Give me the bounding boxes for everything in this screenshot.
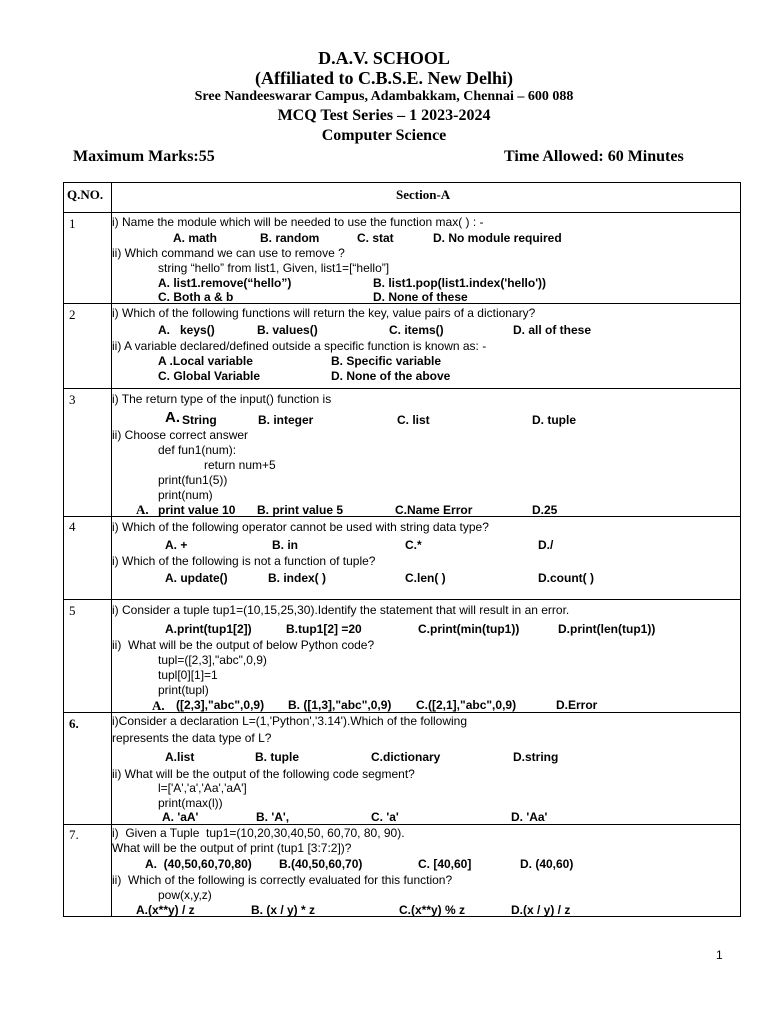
option-d: D. None of these — [373, 290, 468, 304]
option-b: B. index( ) — [268, 571, 327, 585]
question-number: 6. — [69, 716, 79, 731]
option-b: B. random — [260, 231, 320, 245]
option-d: D. 'Aa' — [511, 810, 548, 824]
column-header-section: Section-A — [396, 187, 451, 202]
question-text: i) Which of the following is not a function of tuple? — [112, 554, 376, 568]
question-text: ii) What will be the output of the following code segment? — [112, 767, 415, 781]
question-text: ii) Which of the following is correctly evaluated for this function? — [112, 873, 453, 887]
option-b: B. list1.pop(list1.index('hello')) — [373, 276, 547, 290]
option-c: C.dictionary — [371, 750, 441, 764]
maximum-marks: Maximum Marks:55 — [73, 148, 215, 165]
option-d: D.Error — [556, 698, 598, 712]
option-a: ([2,3],"abc",0,9) — [176, 698, 265, 712]
question-text: i) Which of the following functions will return the key, value pairs of a dictionary? — [112, 306, 536, 320]
question-text: ii) Which command we can use to remove ? — [112, 246, 345, 260]
affiliation: (Affiliated to C.B.S.E. New Delhi) — [255, 68, 513, 88]
option-a-letter: A. — [152, 698, 165, 713]
question-text: i) Name the module which will be needed to use the function max( ) : - — [112, 215, 484, 229]
question-text: i) Given a Tuple tup1=(10,20,30,40,50, 60,70, 80, 90). — [112, 826, 405, 840]
option-d: D.(x / y) / z — [511, 903, 571, 917]
option-b: B. values() — [257, 323, 318, 337]
question-text: ii) A variable declared/defined outside a specific function is known as: - — [112, 339, 487, 353]
option-b: B. in — [272, 538, 298, 552]
code-line: tupl=([2,3],"abc",0,9) — [158, 653, 267, 667]
option-a: A. (40,50,60,70,80) — [145, 857, 252, 871]
code-line: tupl[0][1]=1 — [158, 668, 218, 682]
option-d: D.25 — [532, 503, 558, 517]
table-border — [63, 182, 740, 183]
row-divider — [63, 388, 740, 389]
option-a: A.(x**y) / z — [136, 903, 195, 917]
option-d: D./ — [538, 538, 554, 552]
code-line: print(max(l)) — [158, 796, 223, 810]
option-b: B. Specific variable — [331, 354, 442, 368]
subject: Computer Science — [321, 127, 447, 144]
option-c: C. Global Variable — [158, 369, 261, 383]
page-number: 1 — [716, 948, 723, 962]
test-series: MCQ Test Series – 1 2023-2024 — [277, 107, 491, 124]
column-header-qno: Q.NO. — [67, 187, 104, 202]
option-a: A.list — [165, 750, 195, 764]
column-divider — [111, 182, 112, 917]
option-b: B. print value 5 — [257, 503, 344, 517]
option-d: D.count( ) — [538, 571, 594, 585]
table-border — [740, 182, 741, 917]
option-c: C. items() — [389, 323, 444, 337]
option-d: D. No module required — [433, 231, 562, 245]
option-c: C.Name Error — [395, 503, 473, 517]
option-a: A .Local variable — [158, 354, 253, 368]
option-b: B. ([1,3],"abc",0,9) — [288, 698, 392, 712]
question-text: ii) Choose correct answer — [112, 428, 249, 442]
option-a: A. list1.remove(“hello”) — [158, 276, 292, 290]
code-line: l=['A','a','Aa','aA'] — [158, 781, 247, 795]
school-name: D.A.V. SCHOOL — [318, 48, 450, 68]
question-number: 4 — [69, 519, 76, 534]
question-text: i)Consider a declaration L=(1,'Python','3.14').Which of the following — [112, 714, 468, 728]
code-line: print(num) — [158, 488, 213, 502]
option-d: D. (40,60) — [520, 857, 574, 871]
code-line: return num+5 — [204, 458, 276, 472]
code-line: pow(x,y,z) — [158, 888, 212, 902]
option-b: B. (x / y) * z — [251, 903, 316, 917]
option-a-letter: A. — [165, 409, 180, 426]
question-number: 3 — [69, 392, 76, 407]
option-d: D. tuple — [532, 413, 576, 427]
question-number: 2 — [69, 307, 76, 322]
option-c: C. [40,60] — [418, 857, 472, 871]
address: Sree Nandeeswarar Campus, Adambakkam, Chennai – 600 088 — [194, 89, 574, 104]
question-text: i) Which of the following operator cannot be used with string data type? — [112, 520, 489, 534]
option-d: D. None of the above — [331, 369, 451, 383]
option-a: String — [182, 413, 217, 427]
option-c: C. stat — [357, 231, 394, 245]
question-number: 1 — [69, 216, 76, 231]
option-a: A. keys() — [158, 323, 215, 337]
table-border — [63, 182, 64, 917]
option-b: B.(40,50,60,70) — [279, 857, 363, 871]
option-b: B.tup1[2] =20 — [286, 622, 362, 636]
option-b: B. tuple — [255, 750, 299, 764]
row-divider — [63, 212, 740, 213]
question-subtext: string “hello” from list1, Given, list1=[“hello”] — [158, 261, 390, 275]
option-a: A. + — [165, 538, 188, 552]
option-d: D.print(len(tup1)) — [558, 622, 656, 636]
question-number: 5 — [69, 603, 76, 618]
option-a: A. update() — [165, 571, 228, 585]
question-text: i) Consider a tuple tup1=(10,15,25,30).Identify the statement that will result in an error. — [112, 603, 570, 617]
option-a: A. math — [173, 231, 218, 245]
option-a: print value 10 — [158, 503, 236, 517]
option-c: C. list — [397, 413, 430, 427]
option-c: C.([2,1],"abc",0,9) — [416, 698, 517, 712]
option-b: B. 'A', — [256, 810, 290, 824]
code-line: def fun1(num): — [158, 443, 237, 457]
option-d: D. all of these — [513, 323, 592, 337]
option-c: C. 'a' — [371, 810, 399, 824]
question-text: represents the data type of L? — [112, 731, 272, 745]
option-d: D.string — [513, 750, 559, 764]
option-a: A. 'aA' — [162, 810, 199, 824]
option-b: B. integer — [258, 413, 314, 427]
question-text: ii) What will be the output of below Python code? — [112, 638, 375, 652]
option-c: C.* — [405, 538, 422, 552]
option-c: C.len( ) — [405, 571, 446, 585]
time-allowed: Time Allowed: 60 Minutes — [504, 148, 684, 165]
row-divider — [63, 824, 740, 825]
option-c: C.print(min(tup1)) — [418, 622, 520, 636]
code-line: print(tupl) — [158, 683, 209, 697]
option-a: A.print(tup1[2]) — [165, 622, 252, 636]
option-c: C.(x**y) % z — [399, 903, 466, 917]
option-c: C. Both a & b — [158, 290, 234, 304]
row-divider — [63, 599, 740, 600]
code-line: print(fun1(5)) — [158, 473, 228, 487]
question-number: 7. — [69, 827, 79, 842]
option-a-letter: A. — [136, 502, 149, 517]
question-text: What will be the output of print (tup1 [3:7:2])? — [112, 841, 352, 855]
question-text: i) The return type of the input() function is — [112, 392, 332, 406]
